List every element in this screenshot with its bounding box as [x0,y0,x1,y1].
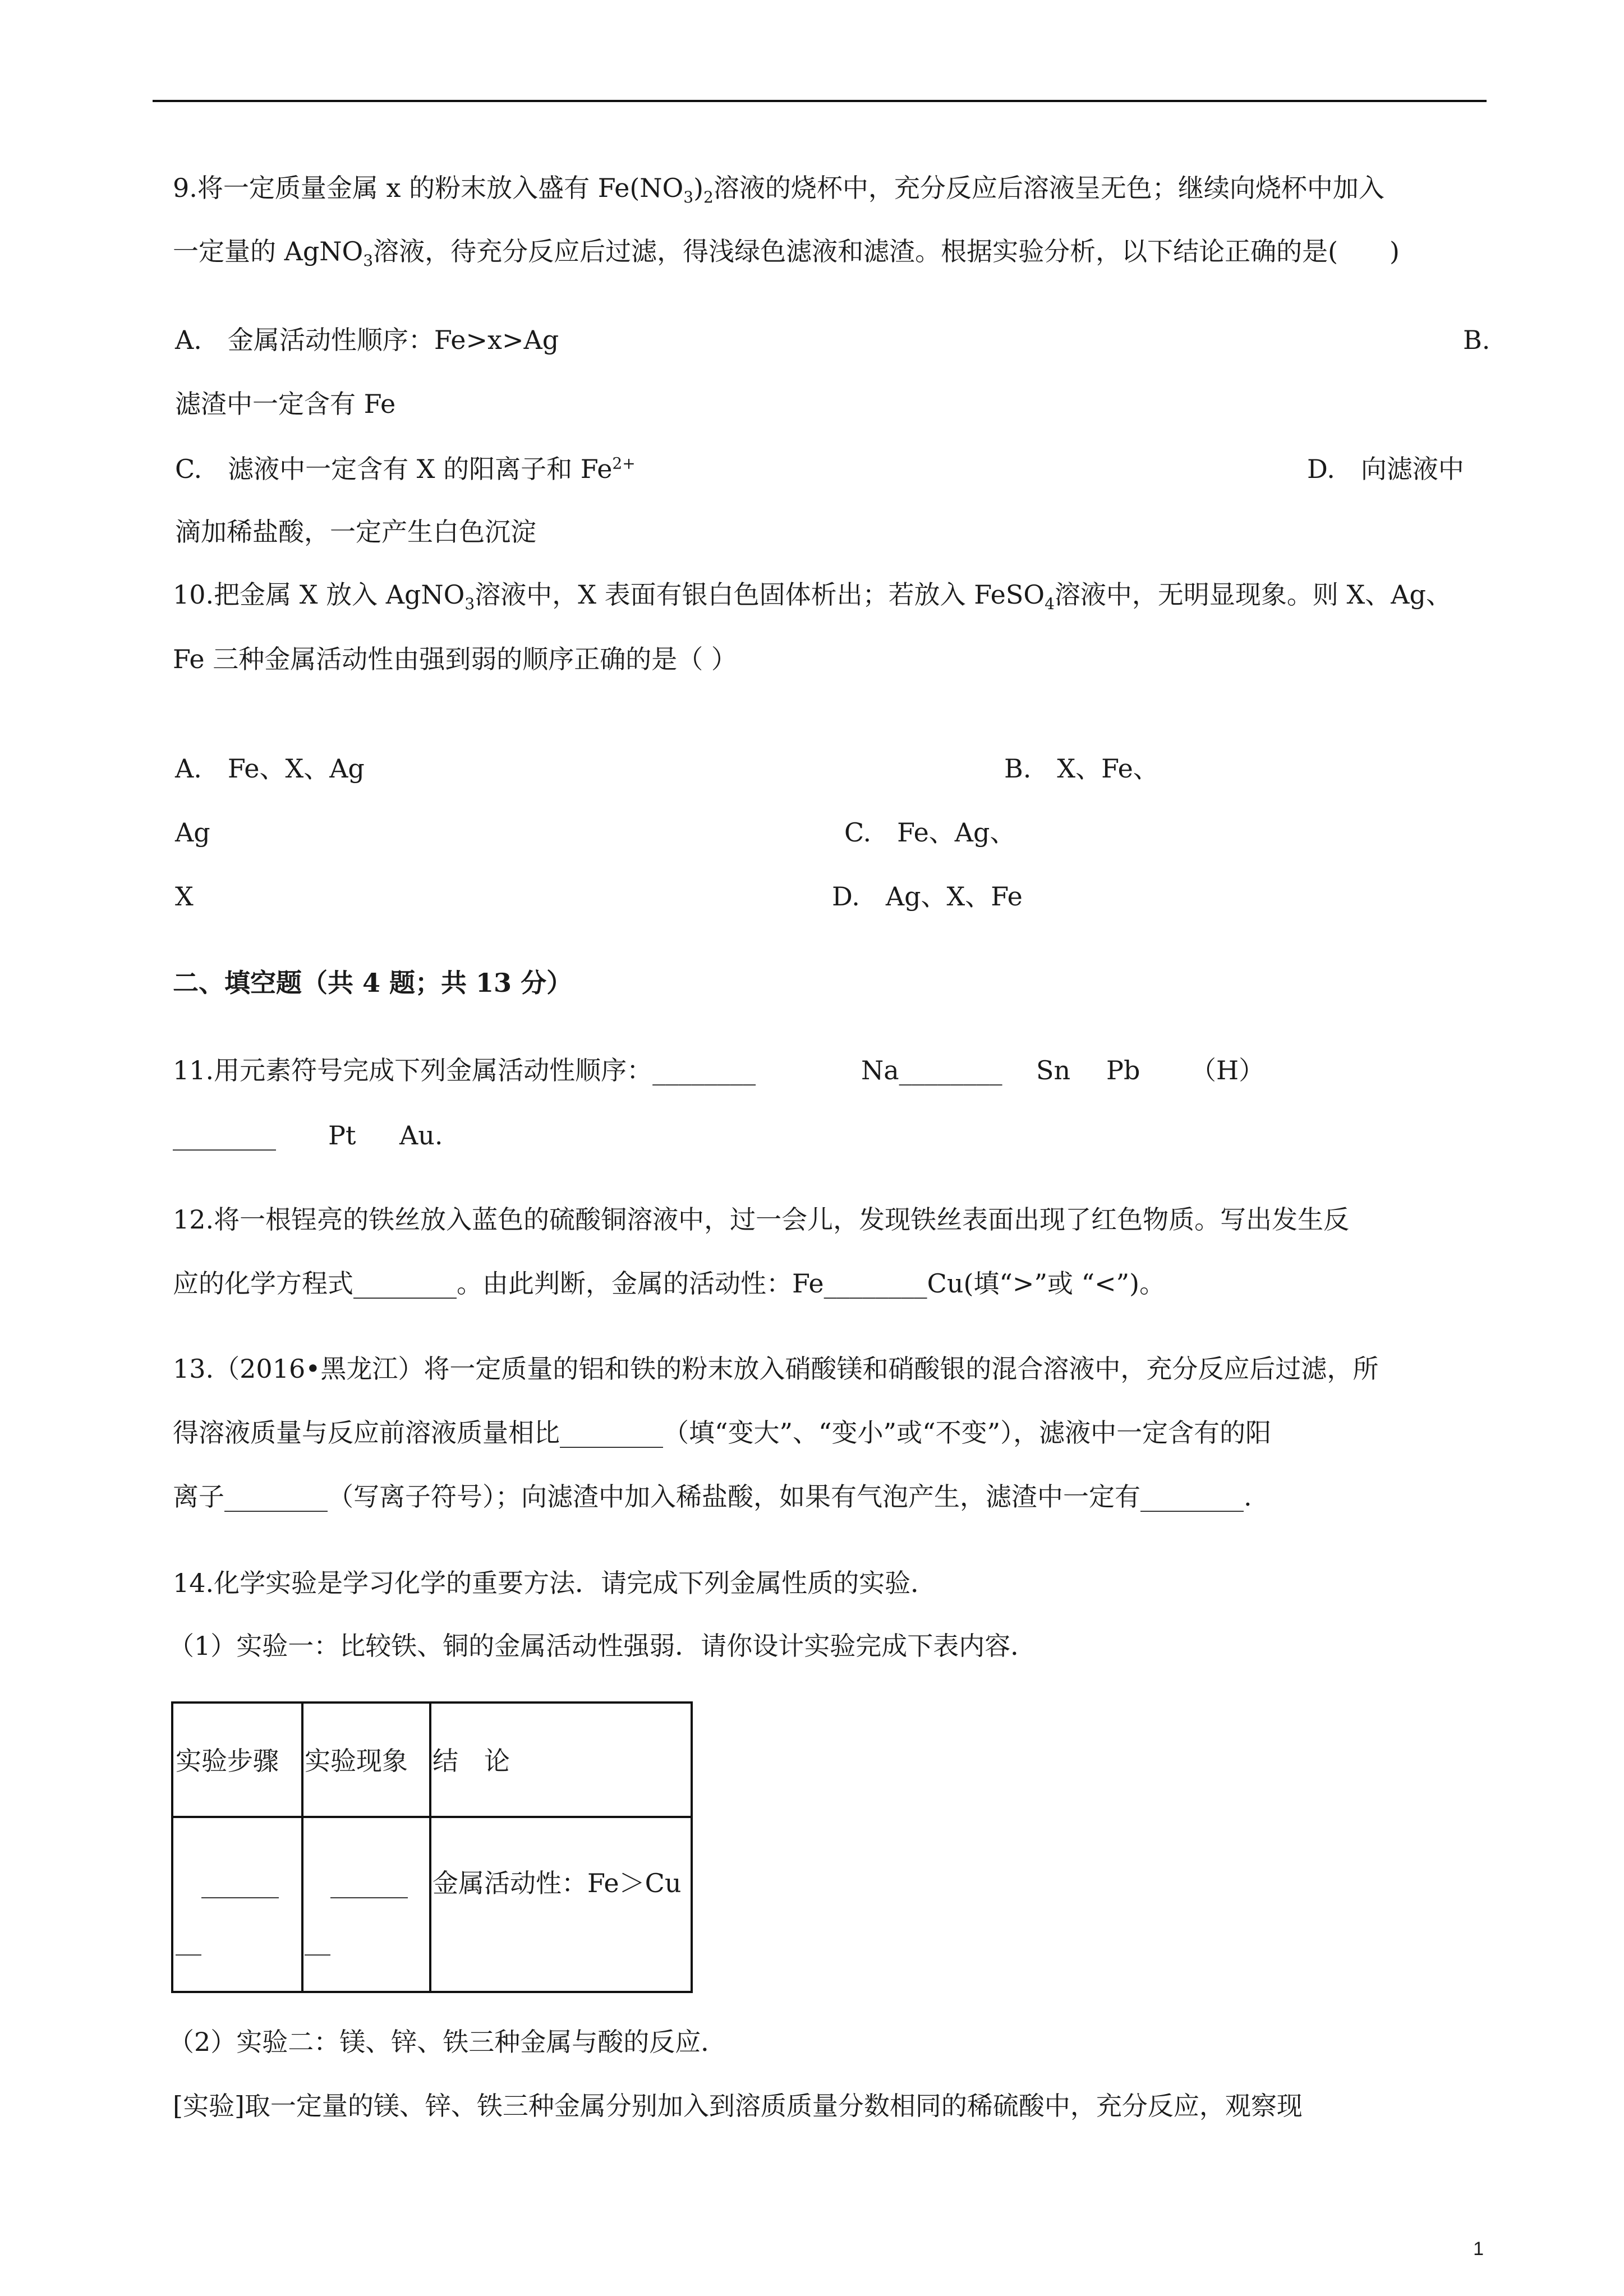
q10-option-c[interactable]: C. Fe、Ag、 [844,817,1016,848]
q10-option-d[interactable]: D. Ag、X、Fe [832,881,1023,912]
header-rule [153,100,1487,102]
q11-line1-b: Na________ [861,1055,1002,1085]
table-blank-steps-cont[interactable]: __ [176,1925,201,1955]
q14-experiment1: （1）实验一：比较铁、铜的金属活动性强弱．请你设计实验完成下表内容． [168,1631,1037,1661]
table-blank-phenomena-cont[interactable]: __ [305,1925,330,1955]
table-conclusion: 金属活动性：Fe＞Cu [433,1868,682,1898]
q10-stem-line2: Fe 三种金属活动性由强到弱的顺序正确的是（ ） [173,644,737,674]
table-header-conclusion: 结 论 [433,1746,510,1776]
table-blank-steps[interactable]: ______ [201,1868,279,1898]
q10-option-c-cont: X [175,881,194,912]
q11-line2-c: Au. [399,1120,443,1151]
q9-stem-line1: 9.将一定质量金属 x 的粉末放入盛有 $Fe(NO_3)_2$溶液的烧杯中，充分反应后溶液呈无色；继续向烧杯中加入 [173,173,1384,207]
q13-line2: 得溶液质量与反应前溶液质量相比________（填“变大”、“变小”或“不变”），滤液中一定含有的阳 [173,1418,1272,1448]
q13-line1: 13.（2016•黑龙江）将一定质量的铝和铁的粉末放入硝酸镁和硝酸银的混合溶液中，充分反应后过滤，所 [173,1354,1379,1384]
q14-line1: 14.化学实验是学习化学的重要方法．请完成下列金属性质的实验． [173,1568,937,1598]
table-blank-phenomena[interactable]: ______ [330,1868,408,1898]
q11-line2-b: Pt [328,1120,356,1151]
q10-option-b[interactable]: B. X、Fe、 [1004,753,1159,784]
table-divider [173,1816,691,1818]
q13-line3: 离子________（写离子符号）；向滤渣中加入稀盐酸，如果有气泡产生，滤渣中一定有________. [173,1481,1252,1512]
table-header-steps: 实验步骤 [176,1746,279,1776]
q11-line2-a: ________ [173,1120,276,1151]
experiment-table [171,1701,693,1993]
q9-option-b-text: 滤渣中一定含有 Fe [175,389,396,419]
q12-line2: 应的化学方程式________。由此判断，金属的活动性：Fe________Cu(填“>”或 “<”)。 [173,1268,1166,1299]
section-heading: 二、填空题（共 4 题；共 13 分） [173,968,573,998]
table-divider [301,1704,303,1991]
q11-line1-e: （H） [1190,1055,1265,1085]
q9-stem-line2: 一定量的 AgNO$_3$溶液，待充分反应后过滤，得浅绿色滤液和滤渣。根据实验分析，以下结论正确的是( ) [173,236,1400,270]
q12-line1: 12.将一根锃亮的铁丝放入蓝色的硫酸铜溶液中，过一会儿，发现铁丝表面出现了红色物质。写出发生反 [173,1204,1350,1235]
q14-experiment2: （2）实验二：镁、锌、铁三种金属与酸的反应． [168,2027,727,2057]
q9-option-d-label[interactable]: D. 向滤液中 [1307,454,1464,484]
page-number: 1 [1473,2238,1484,2260]
q11-line1-c: Sn [1036,1055,1071,1085]
q10-option-a[interactable]: A. Fe、X、Ag [175,753,365,784]
q11-line1-a: 11.用元素符号完成下列金属活动性顺序：________ [173,1055,756,1085]
q10-stem-line1: 10.把金属 X 放入 AgNO$_3$溶液中，X 表面有银白色固体析出；若放入 FeSO$_4$溶液中，无明显现象。则 X、Ag、 [173,579,1452,614]
q9-option-d-text: 滴加稀盐酸，一定产生白色沉淀 [175,517,536,547]
q10-option-b-cont: Ag [175,817,210,848]
table-divider [429,1704,431,1991]
q9-option-c[interactable]: C. 滤液中一定含有 X 的阳离子和 $Fe^{2+}$ [175,454,636,484]
q11-line1-d: Pb [1106,1055,1140,1085]
q14-experiment2-body: [实验]取一定量的镁、锌、铁三种金属分别加入到溶质质量分数相同的稀硫酸中，充分反应，观察现 [173,2091,1303,2121]
table-header-phenomena: 实验现象 [305,1746,408,1776]
q9-option-a[interactable]: A. 金属活动性顺序：Fe>x>Ag [175,325,559,355]
q9-option-b-label[interactable]: B. [1463,325,1490,355]
